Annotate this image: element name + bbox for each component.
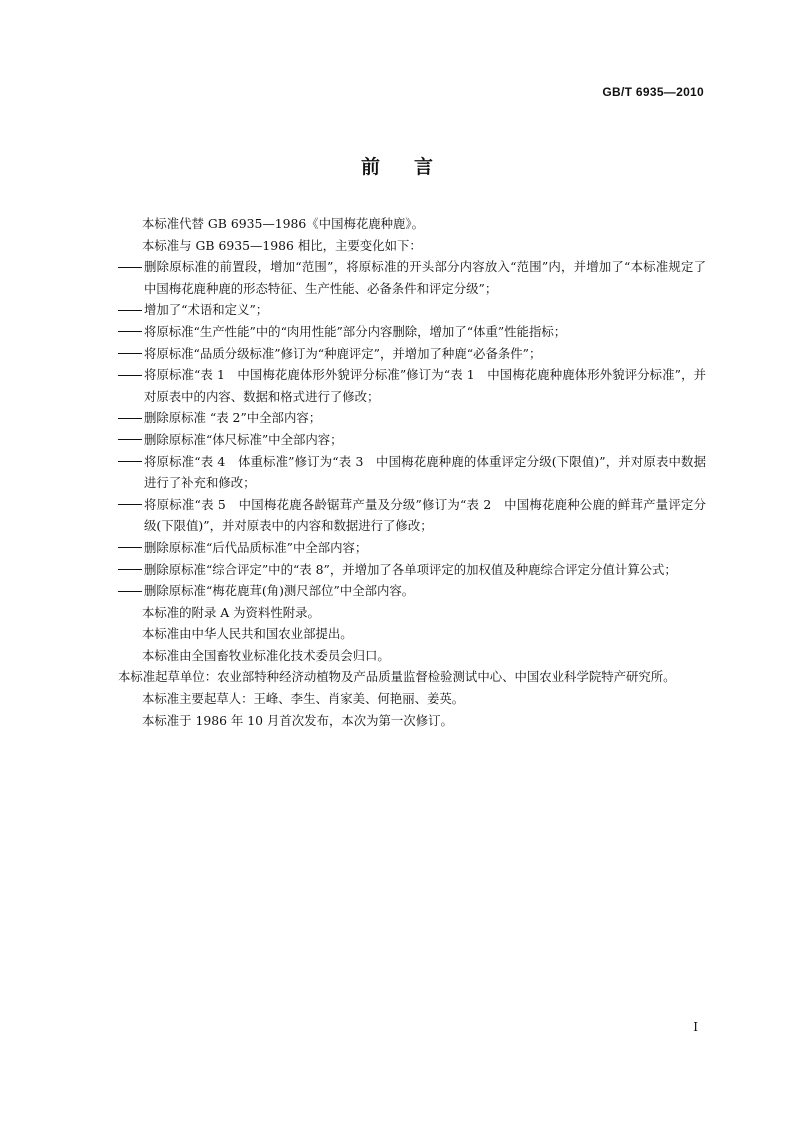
em-dash-marker — [118, 451, 144, 473]
change-item — [118, 299, 706, 321]
change-item — [118, 364, 706, 407]
closing-paragraph: 本标准由中华人民共和国农业部提出。 — [142, 626, 353, 642]
change-item — [118, 559, 706, 581]
change-item — [118, 343, 706, 365]
change-text: 将原标准“表 4 体重标准”修订为“表 3 中国梅花鹿种鹿的体重评定分级(下限值)”，并对原表中数据进行了补充和修改； — [144, 453, 706, 491]
em-dash-marker — [118, 343, 144, 365]
change-item — [118, 321, 706, 343]
change-item — [118, 407, 706, 429]
em-dash-marker — [118, 256, 144, 278]
foreword-body — [118, 213, 706, 731]
drafting-unit-paragraph: 本标准起草单位：农业部特种经济动植物及产品质量监督检验测试中心、中国农业科学院特产研究所。 — [118, 669, 676, 685]
intro-paragraph: 本标准与 GB 6935—1986 相比，主要变化如下： — [142, 237, 422, 253]
change-text: 删除原标准“综合评定”中的“表 8”，并增加了各单项评定的加权值及种鹿综合评定分值计算公式； — [144, 561, 677, 577]
change-item — [118, 256, 706, 299]
change-text: 将原标准“生产性能”中的“肉用性能”部分内容删除，增加了“体重”性能指标； — [144, 323, 567, 339]
change-text: 删除原标准“梅花鹿茸(角)测尺部位”中全部内容。 — [144, 583, 415, 599]
change-text: 删除原标准的前置段，增加“范围”，将原标准的开头部分内容放入“范围”内，并增加了“本标准规定了中国梅花鹿种鹿的形态特征、生产性能、必备条件和评定分级”； — [144, 259, 706, 296]
change-text: 将原标准“表 5 中国梅花鹿各龄锯茸产量及分级”修订为“表 2 中国梅花鹿种公鹿的鲜茸产量评定分级(下限值)”，并对原表中的内容和数据进行了修改； — [144, 496, 706, 534]
page-title: 前言 — [360, 156, 467, 178]
change-item — [118, 580, 706, 602]
change-text: 将原标准“品质分级标准”修订为“种鹿评定”，并增加了种鹿“必备条件”； — [144, 345, 542, 361]
intro-paragraph: 本标准代替 GB 6935—1986《中国梅花鹿种鹿》。 — [142, 216, 424, 231]
closing-paragraph: 本标准的附录 A 为资料性附录。 — [142, 604, 320, 620]
closing-paragraph: 本标准于 1986 年 10 月首次发布，本次为第一次修订。 — [142, 712, 453, 728]
change-text: 删除原标准“后代品质标准”中全部内容； — [144, 539, 368, 555]
change-item — [118, 451, 706, 494]
em-dash-marker — [118, 364, 144, 386]
em-dash-marker — [118, 299, 144, 321]
standard-code: GB/T 6935—2010 — [602, 85, 704, 99]
change-item — [118, 429, 706, 451]
change-item — [118, 537, 706, 559]
change-item — [118, 494, 706, 537]
em-dash-marker — [118, 494, 144, 516]
change-text: 将原标准“表 1 中国梅花鹿体形外貌评分标准”修订为“表 1 中国梅花鹿种鹿体形外貌评分标准”，并对原表中的内容、数据和格式进行了修改； — [144, 367, 706, 404]
closing-paragraph: 本标准主要起草人：王峰、李生、肖家美、何艳丽、姜英。 — [142, 691, 465, 707]
em-dash-marker — [118, 429, 144, 451]
change-text: 删除原标准 “表 2”中全部内容； — [144, 410, 322, 426]
em-dash-marker — [118, 580, 144, 602]
em-dash-marker — [118, 559, 144, 581]
change-text: 删除原标准“体尺标准”中全部内容； — [144, 431, 343, 447]
page-number: I — [693, 1020, 698, 1034]
em-dash-marker — [118, 321, 144, 343]
closing-paragraph: 本标准由全国畜牧业标准化技术委员会归口。 — [142, 647, 390, 663]
em-dash-marker — [118, 407, 144, 429]
change-text: 增加了“术语和定义”； — [144, 302, 269, 318]
em-dash-marker — [118, 537, 144, 559]
